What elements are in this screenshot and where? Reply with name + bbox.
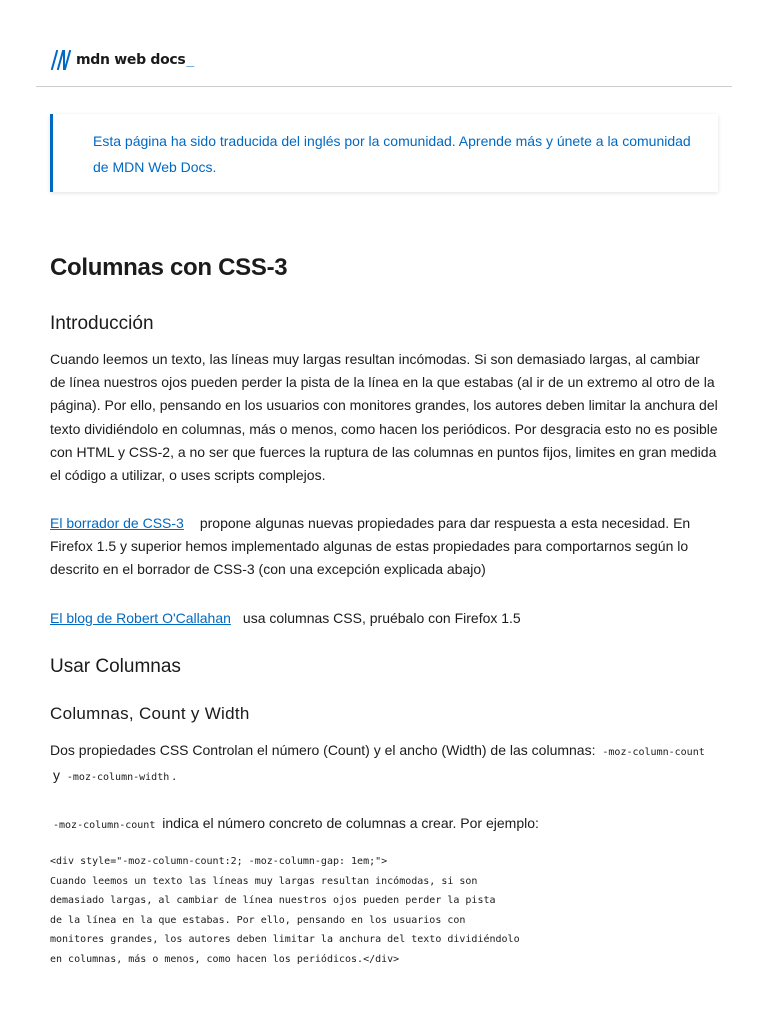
properties-and: y bbox=[53, 767, 60, 784]
site-header bbox=[36, 0, 732, 87]
properties-text: Dos propiedades CSS Controlan el número (Count) y el ancho (Width) de las columnas: bbox=[50, 742, 596, 758]
properties-paragraph bbox=[50, 739, 718, 789]
page-title: Columnas con CSS-3 bbox=[50, 254, 288, 281]
translation-notice bbox=[50, 114, 718, 192]
heading-introduccion: Introducción bbox=[50, 313, 154, 334]
mdn-logo-link[interactable] bbox=[50, 50, 194, 70]
logo-text: mdn web docs bbox=[76, 52, 186, 68]
logo-cursor: _ bbox=[186, 52, 195, 68]
draft-paragraph bbox=[50, 512, 718, 582]
intro-paragraph: Cuando leemos un texto, las líneas muy largas resultan incómodas. Si son demasiado largas, al cambiar de línea nuestros ojos pueden perder la pista de la línea en la que estabas (al ir de un extremo al otro de la página). Por ello, pensando en los usuarios con monitores grandes, los autores deben limitar la anchura del texto dividiéndolo en columnas, más o menos, como hacen los periódicos. Por desgracia esto no es posible con HTML y CSS-2, a no ser que fuerces la ruptura de las columnas en puntos fijos, limites en gran medida el código a utilizar, o uses scripts complejos. bbox=[50, 351, 718, 484]
heading-usar-columnas: Usar Columnas bbox=[50, 656, 181, 677]
count-paragraph bbox=[50, 812, 718, 837]
translation-notice-link[interactable]: Esta página ha sido traducida del inglés por la comunidad. Aprende más y únete a la comunidad de MDN Web Docs. bbox=[93, 133, 691, 175]
properties-end: . bbox=[172, 767, 177, 784]
code-moz-column-count: -moz-column-count bbox=[602, 747, 705, 758]
blog-paragraph-text: usa columnas CSS, pruébalo con Firefox 1.5 bbox=[242, 610, 521, 626]
count-paragraph-text: indica el número concreto de columnas a crear. Por ejemplo: bbox=[162, 815, 539, 831]
css3-draft-link[interactable]: El borrador de CSS-3 bbox=[50, 515, 184, 531]
blog-paragraph bbox=[50, 607, 718, 630]
blog-link[interactable]: El blog de Robert O'Callahan bbox=[50, 610, 231, 626]
code-example: <div style="-moz-column-count:2; -moz-column-gap: 1em;"> Cuando leemos un texto las líneas muy largas resultan incómodas, si son demasiado largas, al cambiar de línea nuestros ojos pueden perder la pista de la línea en la que estabas. Por ello, pensando en los usuarios con monitores grandes, los autores deben limitar la anchura del texto dividiéndolo en columnas, más o menos, como hacen los periódicos.</div> bbox=[50, 856, 520, 965]
mdn-m-icon bbox=[50, 50, 72, 70]
code-column-count: -moz-column-count bbox=[53, 820, 156, 831]
draft-paragraph-text: propone algunas nuevas propiedades para dar respuesta a esta necesidad. En Firefox 1.5 y superior hemos implementado algunas de estas propiedades para comportarnos según lo descrito en el borrador de CSS-3 (con una excepción explicada abajo) bbox=[50, 515, 691, 578]
code-moz-column-width: -moz-column-width bbox=[66, 772, 170, 784]
heading-columnas-count-width: Columnas, Count y Width bbox=[50, 704, 250, 723]
